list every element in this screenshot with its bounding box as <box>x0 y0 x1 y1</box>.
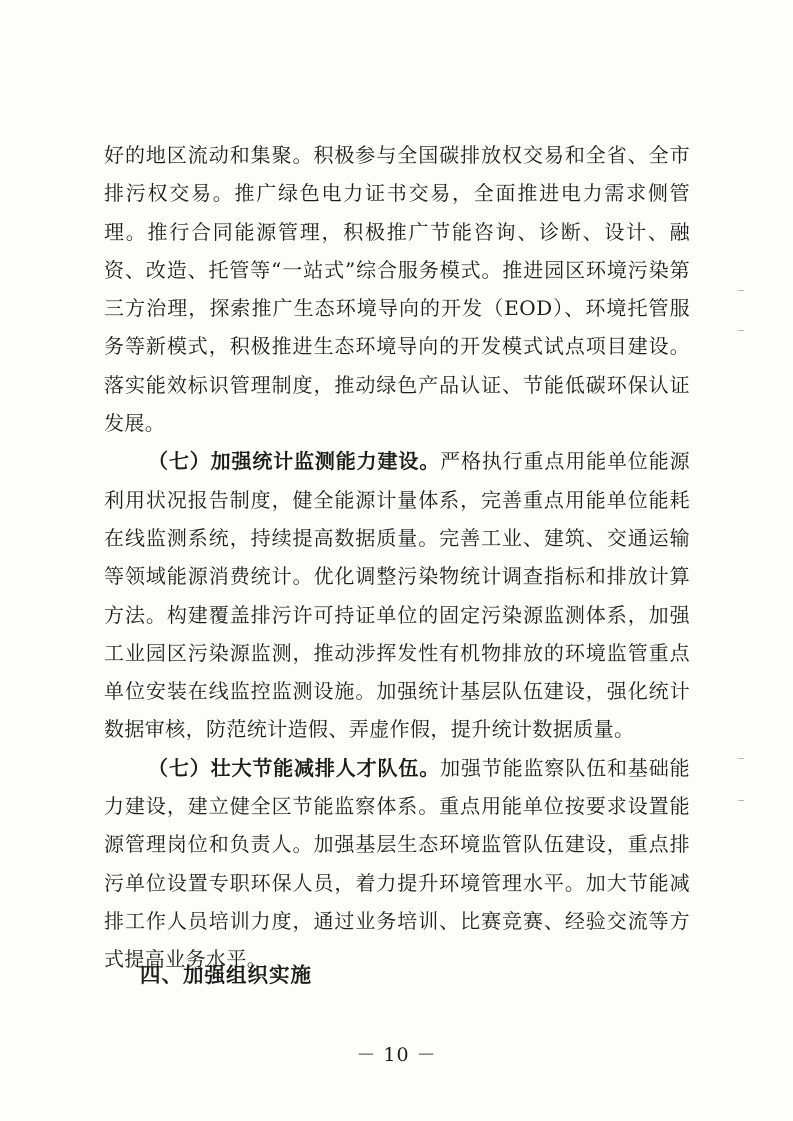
paragraph-continuation <box>104 136 690 442</box>
paragraph-text: 严格执行重点用能单位能源利用状况报告制度，健全能源计量体系，完善重点用能单位能耗在线监测系统，持续提高数据质量。完善工业、建筑、交通运输等领域能源消费统计。优化调整污染物统计调查指标和排放计算方法。构建覆盖排污许可持证单位的固定污染源监测体系，加强工业园区污染源监测，推动涉挥发性有机物排放的环境监管重点单位安装在线监控监测设施。加强统计基层队伍建设，强化统计数据审核，防范统计造假、弄虚作假，提升统计数据质量。 <box>104 449 690 742</box>
page-number: － 10 － <box>356 1044 437 1066</box>
scan-mark <box>738 290 744 291</box>
scan-mark <box>738 758 744 759</box>
section-heading: 四、加强组织实施 <box>140 963 312 987</box>
paragraph-heading: （七）壮大节能减排人才队伍。 <box>148 755 441 780</box>
paragraph-text: 加强节能监察队伍和基础能力建设，建立健全区节能监察体系。重点用能单位按要求设置能源管理岗位和负责人。加强基层生态环境监管队伍建设，重点排污单位设置专职环保人员，着力提升环境管理水平。加大节能减排工作人员培训力度，通过业务培训、比赛竞赛、经验交流等方式提高业务水平。 <box>104 755 690 972</box>
paragraph-talent-team <box>104 749 690 979</box>
paragraph-statistics-monitoring <box>104 442 690 748</box>
scan-mark <box>738 800 744 801</box>
paragraph-text: 好的地区流动和集聚。积极参与全国碳排放权交易和全省、全市排污权交易。推广绿色电力证书交易，全面推进电力需求侧管理。推行合同能源管理，积极推广节能咨询、诊断、设计、融资、改造、托管等“一站式”综合服务模式。推进园区环境污染第三方治理，探索推广生态环境导向的开发（EOD）、环境托管服务等新模式，积极推进生态环境导向的开发模式试点项目建设。落实能效标识管理制度，推动绿色产品认证、节能低碳环保认证发展。 <box>104 143 690 436</box>
scan-mark <box>738 330 744 331</box>
body-text <box>104 136 690 979</box>
paragraph-heading: （七）加强统计监测能力建设。 <box>148 449 441 474</box>
